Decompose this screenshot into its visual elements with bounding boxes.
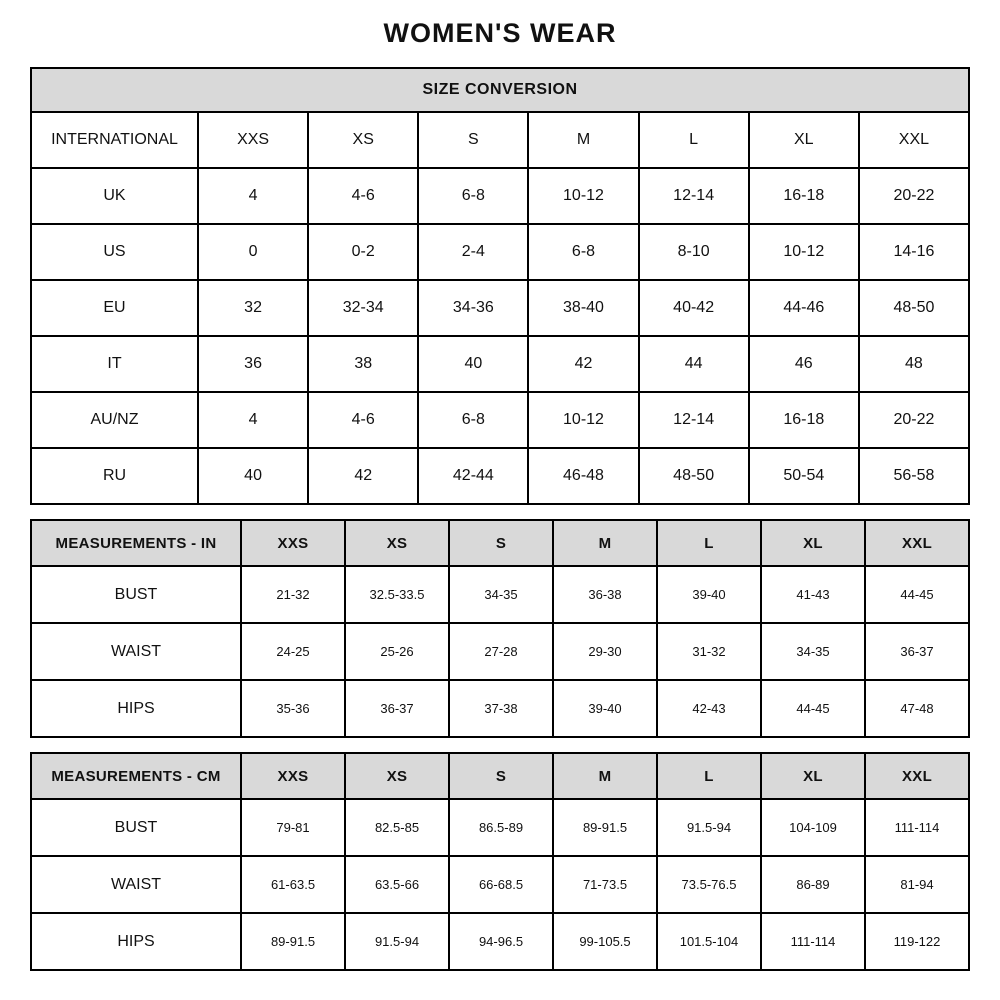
- table-cell: 101.5-104: [657, 913, 761, 970]
- table-cell: 91.5-94: [657, 799, 761, 856]
- row-label: RU: [31, 448, 198, 504]
- table-row-it: [31, 336, 969, 392]
- table-cell: 12-14: [639, 168, 749, 224]
- table-cell: 32-34: [308, 280, 418, 336]
- column-header: L: [639, 112, 749, 168]
- table-cell: 40: [418, 336, 528, 392]
- table-cell: 111-114: [865, 799, 969, 856]
- table-cell: 104-109: [761, 799, 865, 856]
- size-conversion-title: SIZE CONVERSION: [31, 68, 969, 112]
- table-cell: 34-36: [418, 280, 528, 336]
- measurements-cm-title: MEASUREMENTS - CM: [31, 753, 241, 799]
- table-row-waist-cm: [31, 856, 969, 913]
- measurements-in-header-row: [31, 520, 969, 566]
- size-header: S: [449, 520, 553, 566]
- table-cell: 61-63.5: [241, 856, 345, 913]
- table-cell: 63.5-66: [345, 856, 449, 913]
- table-row-bust-in: [31, 566, 969, 623]
- table-cell: 50-54: [749, 448, 859, 504]
- table-cell: 73.5-76.5: [657, 856, 761, 913]
- column-header: XS: [308, 112, 418, 168]
- table-cell: 82.5-85: [345, 799, 449, 856]
- table-row-us: [31, 224, 969, 280]
- table-cell: 48-50: [859, 280, 969, 336]
- table-cell: 29-30: [553, 623, 657, 680]
- table-cell: 6-8: [528, 224, 638, 280]
- table-cell: 66-68.5: [449, 856, 553, 913]
- table-cell: 32: [198, 280, 308, 336]
- table-cell: 6-8: [418, 168, 528, 224]
- size-header: XXL: [865, 520, 969, 566]
- table-cell: 99-105.5: [553, 913, 657, 970]
- table-row-eu: [31, 280, 969, 336]
- table-cell: 4-6: [308, 392, 418, 448]
- table-row-aunz: [31, 392, 969, 448]
- table-cell: 42: [528, 336, 638, 392]
- table-cell: 111-114: [761, 913, 865, 970]
- column-header-international: INTERNATIONAL: [31, 112, 198, 168]
- table-cell: 16-18: [749, 168, 859, 224]
- table-cell: 34-35: [761, 623, 865, 680]
- table-cell: 36-38: [553, 566, 657, 623]
- table-cell: 89-91.5: [553, 799, 657, 856]
- table-cell: 41-43: [761, 566, 865, 623]
- table-row-waist-in: [31, 623, 969, 680]
- table-row-bust-cm: [31, 799, 969, 856]
- column-header: XXS: [198, 112, 308, 168]
- column-header: XXL: [859, 112, 969, 168]
- table-cell: 27-28: [449, 623, 553, 680]
- size-conversion-header-row: [31, 112, 969, 168]
- table-cell: 16-18: [749, 392, 859, 448]
- row-label: HIPS: [31, 913, 241, 970]
- table-cell: 8-10: [639, 224, 749, 280]
- table-cell: 44: [639, 336, 749, 392]
- table-cell: 46: [749, 336, 859, 392]
- size-header: XXL: [865, 753, 969, 799]
- table-cell: 37-38: [449, 680, 553, 737]
- table-cell: 40-42: [639, 280, 749, 336]
- table-cell: 47-48: [865, 680, 969, 737]
- size-header: XS: [345, 520, 449, 566]
- table-cell: 32.5-33.5: [345, 566, 449, 623]
- table-cell: 0-2: [308, 224, 418, 280]
- row-label: AU/NZ: [31, 392, 198, 448]
- measurements-in-title: MEASUREMENTS - IN: [31, 520, 241, 566]
- row-label: WAIST: [31, 623, 241, 680]
- column-header: M: [528, 112, 638, 168]
- table-cell: 36: [198, 336, 308, 392]
- size-header: M: [553, 520, 657, 566]
- table-cell: 44-45: [761, 680, 865, 737]
- table-cell: 10-12: [749, 224, 859, 280]
- table-cell: 12-14: [639, 392, 749, 448]
- table-cell: 0: [198, 224, 308, 280]
- table-cell: 44-46: [749, 280, 859, 336]
- table-cell: 2-4: [418, 224, 528, 280]
- table-row-uk: [31, 168, 969, 224]
- table-cell: 36-37: [345, 680, 449, 737]
- table-cell: 81-94: [865, 856, 969, 913]
- table-cell: 42-44: [418, 448, 528, 504]
- table-cell: 36-37: [865, 623, 969, 680]
- table-row-ru: [31, 448, 969, 504]
- table-cell: 56-58: [859, 448, 969, 504]
- table-cell: 20-22: [859, 392, 969, 448]
- table-cell: 89-91.5: [241, 913, 345, 970]
- table-cell: 71-73.5: [553, 856, 657, 913]
- row-label: HIPS: [31, 680, 241, 737]
- page-title: WOMEN'S WEAR: [383, 18, 617, 48]
- size-header: XXS: [241, 520, 345, 566]
- table-cell: 39-40: [657, 566, 761, 623]
- table-cell: 10-12: [528, 392, 638, 448]
- size-header: XL: [761, 520, 865, 566]
- table-cell: 6-8: [418, 392, 528, 448]
- table-cell: 21-32: [241, 566, 345, 623]
- measurements-cm-table: [30, 752, 970, 971]
- size-header: L: [657, 520, 761, 566]
- size-conversion-table: [30, 67, 970, 505]
- table-cell: 4: [198, 168, 308, 224]
- table-cell: 24-25: [241, 623, 345, 680]
- table-row-hips-in: [31, 680, 969, 737]
- row-label: BUST: [31, 799, 241, 856]
- table-cell: 4-6: [308, 168, 418, 224]
- row-label: UK: [31, 168, 198, 224]
- table-cell: 39-40: [553, 680, 657, 737]
- size-header: L: [657, 753, 761, 799]
- table-cell: 35-36: [241, 680, 345, 737]
- table-cell: 48: [859, 336, 969, 392]
- table-cell: 31-32: [657, 623, 761, 680]
- table-cell: 48-50: [639, 448, 749, 504]
- table-cell: 25-26: [345, 623, 449, 680]
- table-cell: 34-35: [449, 566, 553, 623]
- size-header: XXS: [241, 753, 345, 799]
- table-cell: 42-43: [657, 680, 761, 737]
- row-label: BUST: [31, 566, 241, 623]
- size-header: XL: [761, 753, 865, 799]
- table-cell: 86-89: [761, 856, 865, 913]
- size-header: XS: [345, 753, 449, 799]
- table-cell: 14-16: [859, 224, 969, 280]
- table-cell: 46-48: [528, 448, 638, 504]
- table-row-hips-cm: [31, 913, 969, 970]
- table-cell: 20-22: [859, 168, 969, 224]
- table-cell: 10-12: [528, 168, 638, 224]
- table-cell: 38: [308, 336, 418, 392]
- size-header: M: [553, 753, 657, 799]
- table-cell: 91.5-94: [345, 913, 449, 970]
- table-cell: 4: [198, 392, 308, 448]
- row-label: EU: [31, 280, 198, 336]
- table-cell: 119-122: [865, 913, 969, 970]
- measurements-in-table: [30, 519, 970, 738]
- table-cell: 86.5-89: [449, 799, 553, 856]
- table-cell: 38-40: [528, 280, 638, 336]
- column-header: XL: [749, 112, 859, 168]
- row-label: WAIST: [31, 856, 241, 913]
- table-cell: 40: [198, 448, 308, 504]
- size-conversion-title-row: [31, 68, 969, 112]
- column-header: S: [418, 112, 528, 168]
- row-label: US: [31, 224, 198, 280]
- table-cell: 42: [308, 448, 418, 504]
- measurements-cm-header-row: [31, 753, 969, 799]
- row-label: IT: [31, 336, 198, 392]
- table-cell: 94-96.5: [449, 913, 553, 970]
- table-cell: 44-45: [865, 566, 969, 623]
- table-cell: 79-81: [241, 799, 345, 856]
- size-header: S: [449, 753, 553, 799]
